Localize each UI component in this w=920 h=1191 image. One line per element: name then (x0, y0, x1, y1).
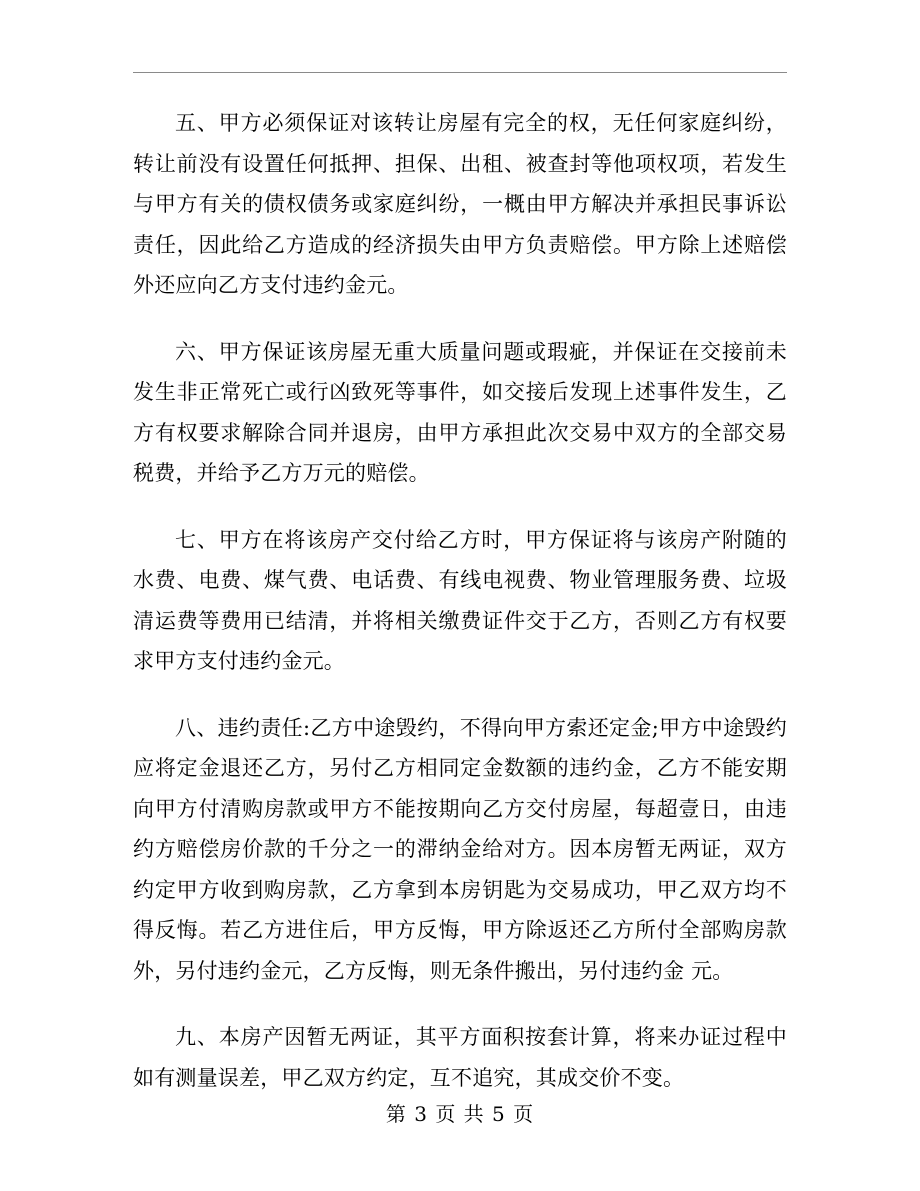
clause-9: 九、本房产因暂无两证，其平方面积按套计算，将来办证过程中如有测量误差，甲乙双方约定，互不追究，其成交价不变。 (133, 1025, 787, 1090)
header-divider (133, 72, 787, 73)
page-number: 第 3 页 共 5 页 (385, 1102, 535, 1126)
clause-5: 五、甲方必须保证对该转让房屋有完全的权，无任何家庭纠纷，转让前没有设置任何抵押、担保、出租、被查封等他项权项，若发生与甲方有关的债权债务或家庭纠纷，一概由甲方解决并承担民事诉讼责任，因此给乙方造成的经济损失由甲方负责赔偿。甲方除上述赔偿外还应向乙方支付违约金元。 (133, 111, 787, 297)
clause-7: 七、甲方在将该房产交付给乙方时，甲方保证将与该房产附随的水费、电费、煤气费、电话费、有线电视费、物业管理服务费、垃圾清运费等费用已结清，并将相关缴费证件交于乙方，否则乙方有权要求甲方支付违约金元。 (133, 527, 787, 673)
clause-6: 六、甲方保证该房屋无重大质量问题或瑕疵，并保证在交接前未发生非正常死亡或行凶致死等事件，如交接后发现上述事件发生，乙方有权要求解除合同并退房，由甲方承担此次交易中双方的全部交易税费，并给予乙方万元的赔偿。 (133, 339, 787, 485)
clause-8: 八、违约责任:乙方中途毁约，不得向甲方索还定金;甲方中途毁约应将定金退还乙方，另付乙方相同定金数额的违约金，乙方不能安期向甲方付清购房款或甲方不能按期向乙方交付房屋，每超壹日，由违约方赔偿房价款的千分之一的滞纳金给对方。因本房暂无两证，双方约定甲方收到购房款，乙方拿到本房钥匙为交易成功，甲乙双方均不得反悔。若乙方进住后，甲方反悔，甲方除返还乙方所付全部购房款外，另付违约金元，乙方反悔，则无条件搬出，另付违约金 元。 (133, 715, 787, 983)
document-body (133, 103, 787, 1124)
